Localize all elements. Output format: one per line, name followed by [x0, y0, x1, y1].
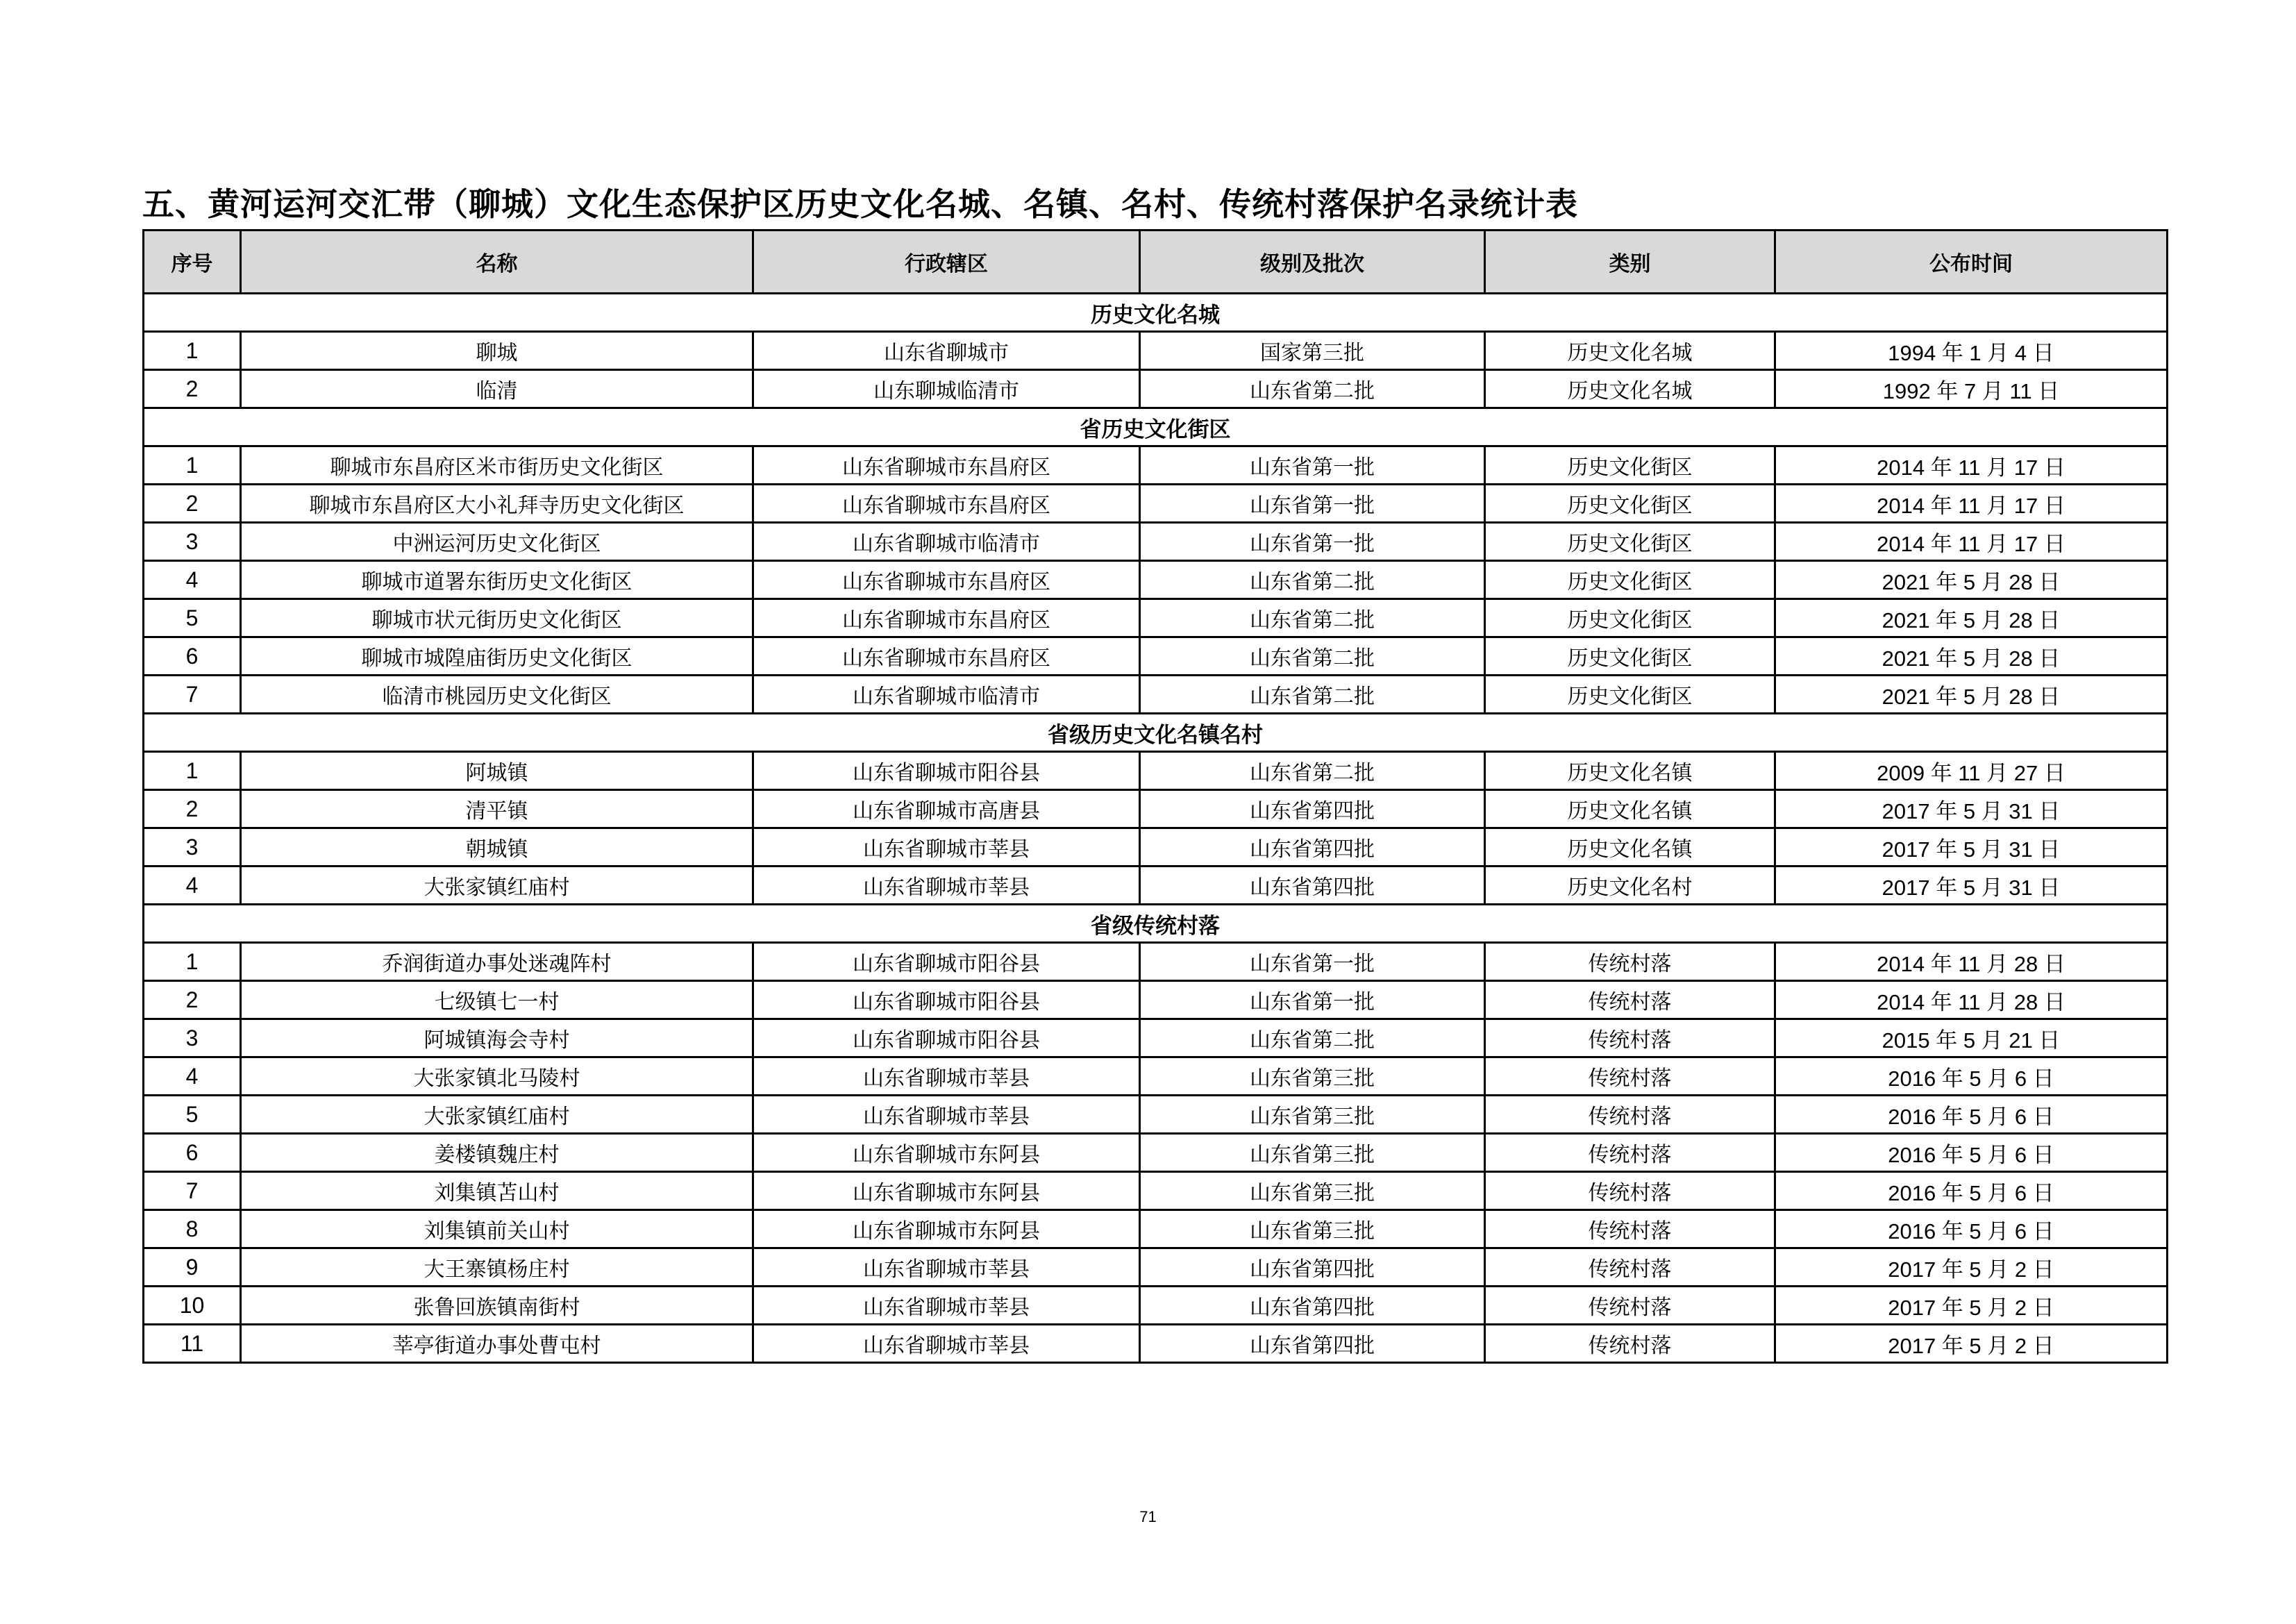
- cell-date: 2017 年 5 月 2 日: [1775, 1287, 2168, 1325]
- cell-name: 临清: [241, 370, 753, 408]
- cell-no: 1: [144, 446, 241, 485]
- cell-date: 2016 年 5 月 6 日: [1775, 1210, 2168, 1248]
- cell-area: 山东省聊城市阳谷县: [753, 943, 1140, 981]
- section-title: 历史文化名城: [144, 294, 2168, 332]
- cell-name: 刘集镇前关山村: [241, 1210, 753, 1248]
- cell-level: 山东省第二批: [1140, 370, 1485, 408]
- cell-level: 山东省第四批: [1140, 790, 1485, 828]
- cell-no: 5: [144, 1096, 241, 1134]
- cell-date: 2014 年 11 月 17 日: [1775, 446, 2168, 485]
- page-number: 71: [1139, 1508, 1157, 1525]
- cell-name: 莘亭街道办事处曹屯村: [241, 1325, 753, 1363]
- cell-area: 山东省聊城市东昌府区: [753, 485, 1140, 523]
- cell-level: 山东省第一批: [1140, 943, 1485, 981]
- cell-no: 3: [144, 1019, 241, 1057]
- header-area: 行政辖区: [753, 231, 1140, 294]
- cell-level: 山东省第一批: [1140, 981, 1485, 1019]
- cell-area: 山东省聊城市临清市: [753, 523, 1140, 561]
- cell-no: 1: [144, 943, 241, 981]
- table-row: [144, 676, 2168, 714]
- table-row: [144, 1057, 2168, 1096]
- cell-level: 国家第三批: [1140, 332, 1485, 370]
- cell-name: 姜楼镇魏庄村: [241, 1134, 753, 1172]
- cell-level: 山东省第四批: [1140, 867, 1485, 905]
- cell-level: 山东省第一批: [1140, 446, 1485, 485]
- cell-category: 传统村落: [1485, 1134, 1775, 1172]
- cell-category: 传统村落: [1485, 1325, 1775, 1363]
- cell-no: 7: [144, 1172, 241, 1210]
- cell-no: 1: [144, 752, 241, 790]
- cell-date: 2017 年 5 月 2 日: [1775, 1325, 2168, 1363]
- cell-date: 1992 年 7 月 11 日: [1775, 370, 2168, 408]
- cell-area: 山东省聊城市东昌府区: [753, 599, 1140, 637]
- cell-name: 张鲁回族镇南街村: [241, 1287, 753, 1325]
- table-row: [144, 1325, 2168, 1363]
- cell-level: 山东省第四批: [1140, 1248, 1485, 1287]
- cell-area: 山东省聊城市阳谷县: [753, 1019, 1140, 1057]
- cell-category: 历史文化名城: [1485, 332, 1775, 370]
- cell-no: 6: [144, 637, 241, 676]
- cell-area: 山东省聊城市东阿县: [753, 1210, 1140, 1248]
- cell-category: 历史文化名镇: [1485, 828, 1775, 867]
- cell-area: 山东省聊城市东阿县: [753, 1134, 1140, 1172]
- table-row: [144, 1172, 2168, 1210]
- table-row: [144, 561, 2168, 599]
- header-level: 级别及批次: [1140, 231, 1485, 294]
- cell-date: 1994 年 1 月 4 日: [1775, 332, 2168, 370]
- cell-area: 山东省聊城市阳谷县: [753, 981, 1140, 1019]
- table-row: [144, 370, 2168, 408]
- cell-area: 山东省聊城市莘县: [753, 1287, 1140, 1325]
- cell-no: 2: [144, 370, 241, 408]
- cell-category: 历史文化街区: [1485, 485, 1775, 523]
- header-name: 名称: [241, 231, 753, 294]
- cell-category: 传统村落: [1485, 1057, 1775, 1096]
- cell-category: 历史文化名城: [1485, 370, 1775, 408]
- cell-category: 传统村落: [1485, 1210, 1775, 1248]
- cell-no: 2: [144, 790, 241, 828]
- cell-category: 历史文化名镇: [1485, 752, 1775, 790]
- section-title: 省级传统村落: [144, 905, 2168, 943]
- cell-category: 历史文化名镇: [1485, 790, 1775, 828]
- cell-no: 4: [144, 1057, 241, 1096]
- cell-name: 中洲运河历史文化街区: [241, 523, 753, 561]
- cell-area: 山东省聊城市东昌府区: [753, 446, 1140, 485]
- cell-category: 传统村落: [1485, 1019, 1775, 1057]
- cell-name: 大张家镇红庙村: [241, 1096, 753, 1134]
- cell-no: 2: [144, 485, 241, 523]
- cell-area: 山东省聊城市东阿县: [753, 1172, 1140, 1210]
- cell-area: 山东省聊城市东昌府区: [753, 561, 1140, 599]
- table-row: [144, 828, 2168, 867]
- cell-no: 4: [144, 561, 241, 599]
- cell-date: 2014 年 11 月 28 日: [1775, 943, 2168, 981]
- table-row: [144, 637, 2168, 676]
- cell-date: 2017 年 5 月 31 日: [1775, 867, 2168, 905]
- cell-level: 山东省第三批: [1140, 1210, 1485, 1248]
- heritage-table-container: [142, 229, 2166, 1364]
- cell-level: 山东省第四批: [1140, 1325, 1485, 1363]
- cell-category: 历史文化街区: [1485, 446, 1775, 485]
- page-title: 五、黄河运河交汇带（聊城）文化生态保护区历史文化名城、名镇、名村、传统村落保护名录统计表: [142, 185, 1578, 223]
- cell-category: 历史文化名村: [1485, 867, 1775, 905]
- cell-date: 2017 年 5 月 31 日: [1775, 790, 2168, 828]
- cell-level: 山东省第一批: [1140, 523, 1485, 561]
- cell-area: 山东省聊城市: [753, 332, 1140, 370]
- cell-area: 山东省聊城市莘县: [753, 1325, 1140, 1363]
- cell-category: 历史文化街区: [1485, 523, 1775, 561]
- cell-category: 传统村落: [1485, 1172, 1775, 1210]
- cell-category: 历史文化街区: [1485, 637, 1775, 676]
- table-row: [144, 790, 2168, 828]
- cell-level: 山东省第三批: [1140, 1096, 1485, 1134]
- table-row: [144, 599, 2168, 637]
- cell-date: 2014 年 11 月 28 日: [1775, 981, 2168, 1019]
- cell-date: 2017 年 5 月 2 日: [1775, 1248, 2168, 1287]
- cell-no: 1: [144, 332, 241, 370]
- table-row: [144, 981, 2168, 1019]
- section-row: [144, 714, 2168, 752]
- cell-level: 山东省第三批: [1140, 1057, 1485, 1096]
- cell-area: 山东省聊城市阳谷县: [753, 752, 1140, 790]
- cell-category: 传统村落: [1485, 1096, 1775, 1134]
- table-body: [144, 294, 2168, 1363]
- cell-name: 聊城市城隍庙街历史文化街区: [241, 637, 753, 676]
- cell-no: 9: [144, 1248, 241, 1287]
- table-row: [144, 943, 2168, 981]
- cell-level: 山东省第四批: [1140, 828, 1485, 867]
- cell-date: 2021 年 5 月 28 日: [1775, 676, 2168, 714]
- cell-date: 2014 年 11 月 17 日: [1775, 523, 2168, 561]
- cell-level: 山东省第二批: [1140, 1019, 1485, 1057]
- cell-no: 2: [144, 981, 241, 1019]
- cell-level: 山东省第二批: [1140, 561, 1485, 599]
- cell-area: 山东省聊城市莘县: [753, 867, 1140, 905]
- section-title: 省历史文化街区: [144, 408, 2168, 446]
- cell-no: 3: [144, 828, 241, 867]
- section-title: 省级历史文化名镇名村: [144, 714, 2168, 752]
- cell-category: 传统村落: [1485, 1287, 1775, 1325]
- table-row: [144, 1210, 2168, 1248]
- cell-no: 11: [144, 1325, 241, 1363]
- cell-area: 山东省聊城市高唐县: [753, 790, 1140, 828]
- cell-category: 历史文化街区: [1485, 676, 1775, 714]
- cell-date: 2015 年 5 月 21 日: [1775, 1019, 2168, 1057]
- table-row: [144, 867, 2168, 905]
- cell-date: 2014 年 11 月 17 日: [1775, 485, 2168, 523]
- table-row: [144, 1134, 2168, 1172]
- cell-name: 聊城市道署东街历史文化街区: [241, 561, 753, 599]
- cell-date: 2021 年 5 月 28 日: [1775, 599, 2168, 637]
- heritage-table: [142, 229, 2168, 1364]
- cell-area: 山东省聊城市临清市: [753, 676, 1140, 714]
- cell-level: 山东省第三批: [1140, 1172, 1485, 1210]
- cell-area: 山东省聊城市莘县: [753, 1096, 1140, 1134]
- cell-area: 山东聊城临清市: [753, 370, 1140, 408]
- cell-no: 4: [144, 867, 241, 905]
- section-row: [144, 905, 2168, 943]
- cell-name: 阿城镇: [241, 752, 753, 790]
- cell-no: 10: [144, 1287, 241, 1325]
- cell-name: 大张家镇北马陵村: [241, 1057, 753, 1096]
- section-row: [144, 294, 2168, 332]
- table-row: [144, 446, 2168, 485]
- cell-level: 山东省第一批: [1140, 485, 1485, 523]
- cell-area: 山东省聊城市东昌府区: [753, 637, 1140, 676]
- cell-area: 山东省聊城市莘县: [753, 828, 1140, 867]
- cell-category: 历史文化街区: [1485, 599, 1775, 637]
- cell-no: 8: [144, 1210, 241, 1248]
- cell-name: 朝城镇: [241, 828, 753, 867]
- cell-no: 5: [144, 599, 241, 637]
- table-row: [144, 1287, 2168, 1325]
- cell-date: 2021 年 5 月 28 日: [1775, 561, 2168, 599]
- cell-area: 山东省聊城市莘县: [753, 1248, 1140, 1287]
- cell-name: 乔润街道办事处迷魂阵村: [241, 943, 753, 981]
- table-row: [144, 485, 2168, 523]
- cell-no: 7: [144, 676, 241, 714]
- table-row: [144, 1248, 2168, 1287]
- cell-category: 历史文化街区: [1485, 561, 1775, 599]
- header-date: 公布时间: [1775, 231, 2168, 294]
- cell-name: 聊城: [241, 332, 753, 370]
- cell-name: 大王寨镇杨庄村: [241, 1248, 753, 1287]
- cell-no: 3: [144, 523, 241, 561]
- cell-level: 山东省第二批: [1140, 752, 1485, 790]
- cell-name: 聊城市状元街历史文化街区: [241, 599, 753, 637]
- cell-category: 传统村落: [1485, 1248, 1775, 1287]
- cell-level: 山东省第二批: [1140, 676, 1485, 714]
- cell-level: 山东省第四批: [1140, 1287, 1485, 1325]
- cell-no: 6: [144, 1134, 241, 1172]
- cell-name: 清平镇: [241, 790, 753, 828]
- cell-level: 山东省第三批: [1140, 1134, 1485, 1172]
- cell-name: 刘集镇苫山村: [241, 1172, 753, 1210]
- cell-level: 山东省第二批: [1140, 599, 1485, 637]
- cell-date: 2021 年 5 月 28 日: [1775, 637, 2168, 676]
- cell-name: 临清市桃园历史文化街区: [241, 676, 753, 714]
- cell-date: 2016 年 5 月 6 日: [1775, 1134, 2168, 1172]
- table-row: [144, 523, 2168, 561]
- cell-category: 传统村落: [1485, 943, 1775, 981]
- cell-level: 山东省第二批: [1140, 637, 1485, 676]
- cell-name: 聊城市东昌府区米市街历史文化街区: [241, 446, 753, 485]
- cell-date: 2016 年 5 月 6 日: [1775, 1096, 2168, 1134]
- table-row: [144, 1096, 2168, 1134]
- cell-category: 传统村落: [1485, 981, 1775, 1019]
- table-row: [144, 332, 2168, 370]
- section-row: [144, 408, 2168, 446]
- cell-date: 2016 年 5 月 6 日: [1775, 1057, 2168, 1096]
- table-header: [144, 231, 2168, 294]
- header-no: 序号: [144, 231, 241, 294]
- cell-name: 七级镇七一村: [241, 981, 753, 1019]
- cell-date: 2017 年 5 月 31 日: [1775, 828, 2168, 867]
- header-category: 类别: [1485, 231, 1775, 294]
- table-row: [144, 1019, 2168, 1057]
- cell-name: 阿城镇海会寺村: [241, 1019, 753, 1057]
- table-row: [144, 752, 2168, 790]
- cell-date: 2009 年 11 月 27 日: [1775, 752, 2168, 790]
- header-row: [144, 231, 2168, 294]
- cell-area: 山东省聊城市莘县: [753, 1057, 1140, 1096]
- cell-date: 2016 年 5 月 6 日: [1775, 1172, 2168, 1210]
- cell-name: 聊城市东昌府区大小礼拜寺历史文化街区: [241, 485, 753, 523]
- cell-name: 大张家镇红庙村: [241, 867, 753, 905]
